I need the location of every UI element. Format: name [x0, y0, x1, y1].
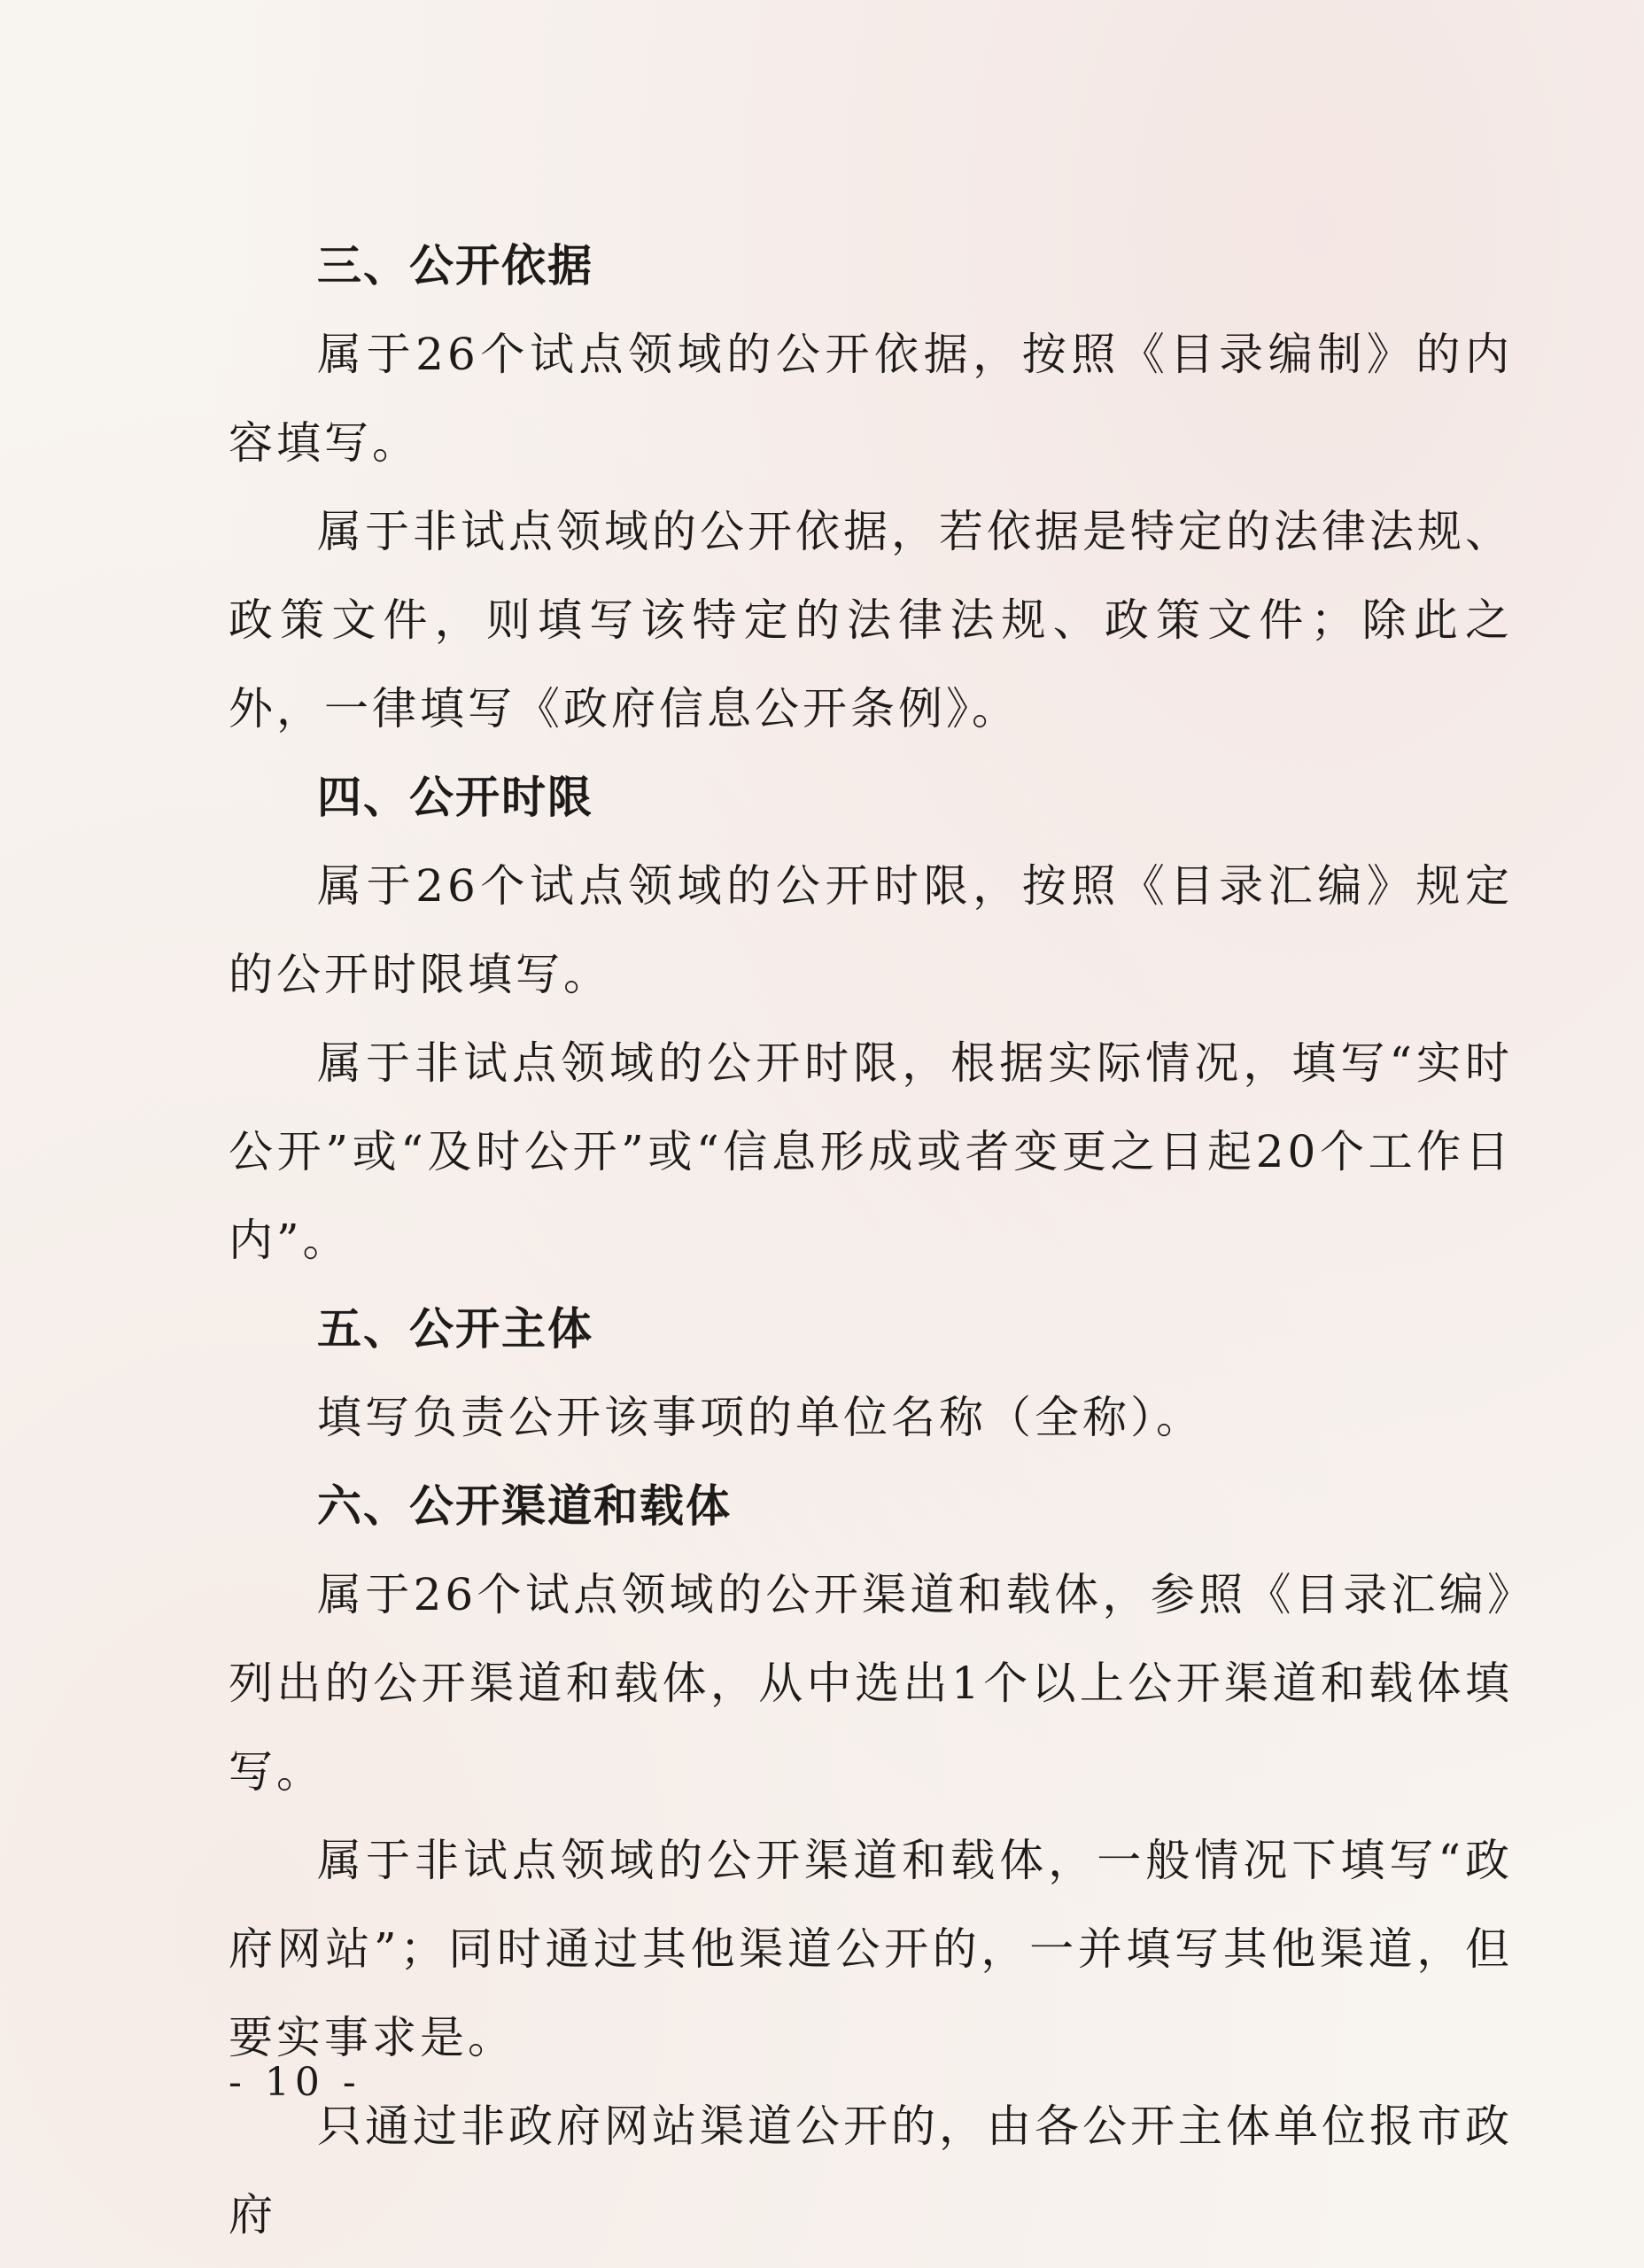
paragraph-subject: 填写负责公开该事项的单位名称（全称）。 — [317, 1392, 1204, 1443]
paragraph-basis-pilot: 属于26个试点领域的公开依据，按照《目录编制》的内容填写。 — [229, 329, 1513, 469]
section-heading-channels: 六、公开渠道和载体 — [317, 1480, 732, 1532]
section-heading-time-limit: 四、公开时限 — [317, 772, 593, 823]
paragraph-time-limit-pilot: 属于26个试点领域的公开时限，按照《目录汇编》规定的公开时限填写。 — [229, 860, 1513, 1000]
paragraph-channels-non-pilot: 属于非试点领域的公开渠道和载体，一般情况下填写“政府网站”；同时通过其他渠道公开的，一并填写其他渠道，但要实事求是。 — [229, 1835, 1513, 2063]
page-number: - 10 - — [229, 2060, 361, 2105]
section-heading-subject: 五、公开主体 — [317, 1303, 593, 1355]
paragraph-channels-pilot: 属于26个试点领域的公开渠道和载体，参照《目录汇编》列出的公开渠道和载体，从中选出1个以上公开渠道和载体填写。 — [229, 1569, 1513, 1798]
section-heading-basis: 三、公开依据 — [317, 240, 593, 291]
paragraph-basis-non-pilot: 属于非试点领域的公开依据，若依据是特定的法律法规、政策文件，则填写该特定的法律法规、政策文件；除此之外，一律填写《政府信息公开条例》。 — [229, 506, 1513, 734]
paragraph-channels-non-website: 只通过非政府网站渠道公开的，由各公开主体单位报市政府 — [229, 2101, 1513, 2241]
document-body — [229, 221, 1513, 2259]
paragraph-time-limit-non-pilot: 属于非试点领域的公开时限，根据实际情况，填写“实时公开”或“及时公开”或“信息形成或者变更之日起20个工作日内”。 — [229, 1037, 1513, 1266]
